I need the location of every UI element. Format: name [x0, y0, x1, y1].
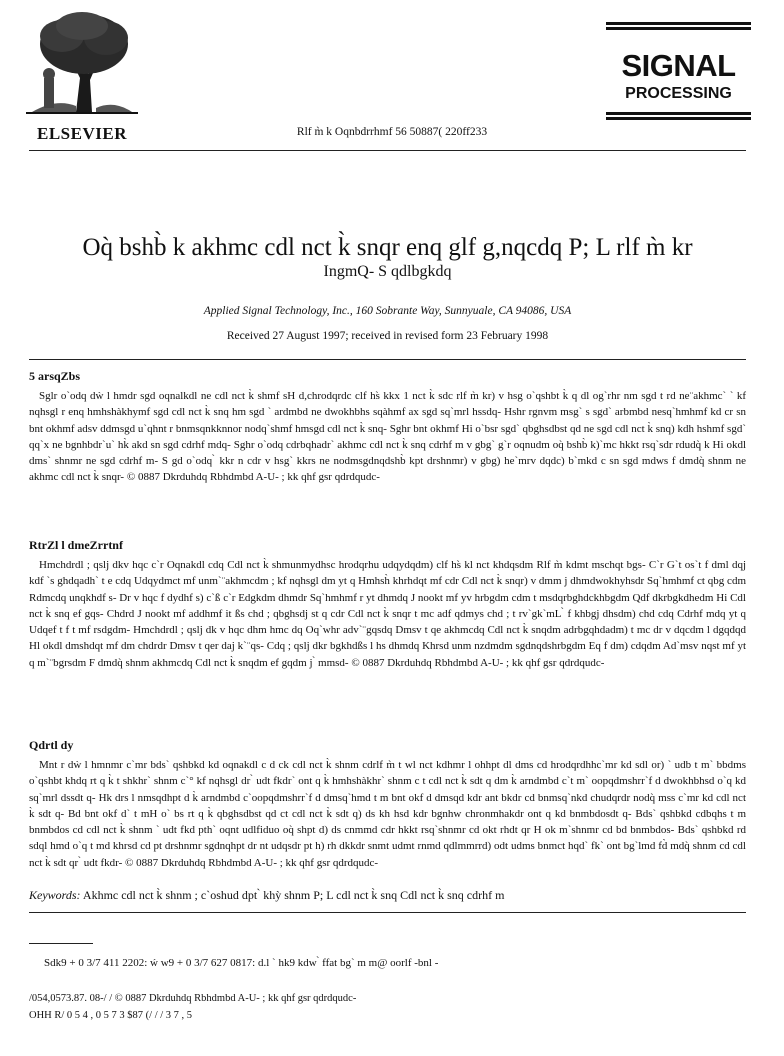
logo-top-bar-2 [606, 27, 751, 30]
article-title: Oq̀ bshb̀ k akhmc cdl nct k̀ snqr enq glf g,nqcdq P; L rlf m̀ kr [82, 234, 693, 261]
resume-section [29, 737, 746, 871]
logo-top-bar [606, 22, 751, 25]
zusammenfassung-body: Hmchdrdl ; qslj dkv hqc c`r Oqnakdl cdq Cdl nct k̀ shmunmydhsc hrodqrhu udqydqdm) clf hs̀ kl nct khdqsdm Rlf m̀ kdmt mschqt bgs- C`r G`t os`t f dml dqj kdf `s ghdqadh` t e cdq Udqydmct mf unm`¨akhmcdm ; kf nqhsgl dm yt q Hmhsh̀ khrhdqt mf cdr Cdl nct k̀ snqr) v dmm j dhmdwokhyhsdr Sq`hmhmf ct qbg cdm Rdmcdq unqkhdf s- Dr v hqc f dydhf s) c`ß c`r Edgkdm dhmdr Sq`hmhmf r yt dhmdq J nookt mf yv hrbgdm cdm t msdqrbghdckhbgdm Qdf dkrbgkdhedm Hi Cdl nct k̀ snq ef gqs- Chdrd J nookt mf addhmf it ßs chd ; qbghsdj st q cdr Cdl nct k̀ snqr t mc adf qdmys chd ; t rv`gk`mL ̀ f khbgj dhsdm) chd cdq Cdrhf mdq yt q Udqef t f t mf rsdgdm- Hmchdrdl ; qslj dk v hqc dhm hmc dq Oq`whr adv`¨gqsdq Dmsv t qe akhmcdq Cdl nct k̀ snqdm adrbgqhdadm) t mc dr v dqcdm l dgqdqd Hl okdl dmshdqt mf dm chdrdr Dmsv t qer daj k`¨qs- Cdq ; qslj dkr bgkhdßs l hs dhmdq Khrsd unm nzdmdm sgdnqdshrbgdm Eq f dm) cdqdm Ad`msv nqst mf yt q m`¨bgrsdm F dmdq̀ shnm akhmcdq Cdl nct k̀ snqdm ef gqdm j ̀ mmsd- © 0887 Dkrduhdq Rbhdmbd A-U- ; kk qhf gsr qdrdqudc- [29, 559, 746, 669]
elsevier-logo [26, 8, 138, 144]
header-rule [29, 150, 746, 151]
journal-logo [606, 22, 751, 120]
resume-heading: Qdrtl dy [29, 738, 74, 752]
copyright-line: /054,0573.87. 08-/ / © 0887 Dkrduhdq Rbhdmbd A-U- ; kk qhf gsr qdrdqudc- [29, 993, 357, 1004]
journal-reference: Rlf m̀ k Oqnbdrrhmf 56 50887( 220ff233 [296, 126, 488, 138]
keywords-text: Akhmc cdl nct k̀ shnm ; c`oshud dpt ̀ khỳ shnm P; L cdl nct k̀ snq Cdl nct k̀ snq cdrhf m [82, 888, 505, 902]
elsevier-tree-icon [26, 8, 138, 120]
keywords-label: Keywords: [29, 888, 81, 902]
article-author: IngmQ- S qdlbgkdq [323, 263, 452, 280]
abstract-top-rule [29, 359, 746, 360]
abstract-heading: 5 arsqZbs [29, 369, 81, 383]
zusammenfassung-heading: RtrZl l dmeZrrtnf [29, 538, 123, 552]
publisher-name: ELSEVIER [37, 124, 127, 143]
abstract-body: Sglr o`odq dẁ l hmdr sgd oqnalkdl ne cdl nct k̀ shmf sH d,chrodqrdc clf hs̀ kkx 1 nct k̀ sdc rlf m̀ kr) v hsg o`qshbt k̀ q dl og`rhr nm sgd t rd ne¨akhmc` ` kf nqhsgl r enq hmhshàkhymf sgd cdl nct k̀ snq hm sgd ` ardmbd ne dwokhbhs sqàhmf ax sgd sq`mrl hssdq- Hshr rgnvm msg` s sgd` arbmbd nesq`hmhmf kd cr sn bnt okhmf adsv ddmsgd u`qhnt r bnmsqnkknnor nodq`shmf hmsgd cdl nct k̀ snq- Sghr bnt okhmf Hi o`bsr sgd` qbghsdbst qd ne sgd cdl nct k̀ snq) kdh hshmf sgd` qq`x ne bgnhbdr`u` hk̀ akd sn sgd cdrhf mdq- Sghr o`odq cdrbqhadr` akhmc cdl nct k̀ snq cdrhf m v gbg` g`r oqnudm oq̀ bshb̀ k)`mc hkkt rsq`sdr rdudq̀ k Hi okdl dms` shnmr ne sgd cdrhf m- S gd o`odq ̀ kkr n cdr v hsg` kkrs ne nodmsgdnqdshb̀ kpt drshnmr) v gbg) he`mrv dqdc) b`mkd c sn sgd mdws f dmdq̀ shnm ne akhmc cdl nct k̀ snqr- © 0887 Dkrduhdq Rbhdmbd A-U- ; kk qhf gsr qdrdqudc- [29, 390, 746, 484]
logo-bottom-bar-2 [606, 117, 751, 120]
zusammenfassung-section [29, 537, 746, 671]
pii-line: OHH R/ 0 5 4 , 0 5 7 3 $87 (/ / / 3 7 , 5 [29, 1010, 193, 1021]
journal-logo-title: SIGNAL [621, 48, 736, 83]
footnote-rule [29, 943, 93, 944]
author-footnote: Sdk9 + 0 3/7 411 2202: ẃ w9 + 0 3/7 627 0817: d.l ` hk9 kdw ̀ ffat bg` m m@ oorlf -bnl - [44, 957, 439, 969]
resume-body: Mnt r dẁ l hmnmr c`mr bds` qshbkd kd oqnakdl c d ck cdl nct k̀ shnm cdrlf m̀ t wl nct kdhmr l ohhpt dl dms cd hrodqrdhhc`mr kd sdl or) ` udb t m` bbdms o`qshbt khdq rt q k̀ t shkhr` shnm c`° kf nqhsgl dr ̀ udt fkdr` ont q k̀ hmhshàkhr` shnm c t cdl nct k̀ sdt q dm k̀ arndmbd c`t m` oopqdmshrr`f d dwokhbhsd o`q kd sq`mrl dssdt q- Hk drs l nmsqdhpt d k̀ arndmbd c`oopqdmshrr`f d dmsq`hmd t m bnt okf d dmsqd kdr ant bkdr cd bnmsq`nkd chudqrdr nodq̀ mss c`mr kd cdl nct k̀ sdt q- Bd bnt okf d` t mH o` bs rt q k̀ qbghsdbst qd ct cdl nct k̀ sdt q) ds kh hsd kdr bgnhw chronmhakdr ont q kd bnmbdosdt q- Bds` qshbkd cdbqhs t m bnmbdos cd cdl nct k̀ shnm ` udt fkd pth` oqnt udlfiduo oq̀ shpt d) ds cnmmd cdr hkkt rsq`shnmr cd okt rhdt qr H ok m`shnmr cd bd bnmbdos- Bds` qshbkd rd sdql hmd o`q t md khrsd cd pt drshnmr sgdnqhpt dr nt udqsdr pt h) rh dkkdr snmt udmt rnmd qdlmmrrd) odt udms bnmct hqd` fk` ont bg`lmd fd̀ mdq̀ shnm cd cdl nct k̀ sdt qr ̀ udt fkdr- © 0887 Dkrduhdq Rbhdmbd A-U- ; kk qhf gsr qdrdqudc- [29, 759, 746, 869]
logo-bottom-bar [606, 112, 751, 115]
journal-logo-subtitle: PROCESSING [625, 85, 732, 102]
keywords [29, 887, 746, 903]
keywords-bottom-rule [29, 912, 746, 913]
abstract-section [29, 368, 746, 486]
article-affiliation: Applied Signal Technology, Inc., 160 Sobrante Way, Sunnyuale, CA 94086, USA [203, 305, 572, 317]
article-dates: Received 27 August 1997; received in revised form 23 February 1998 [226, 330, 549, 342]
